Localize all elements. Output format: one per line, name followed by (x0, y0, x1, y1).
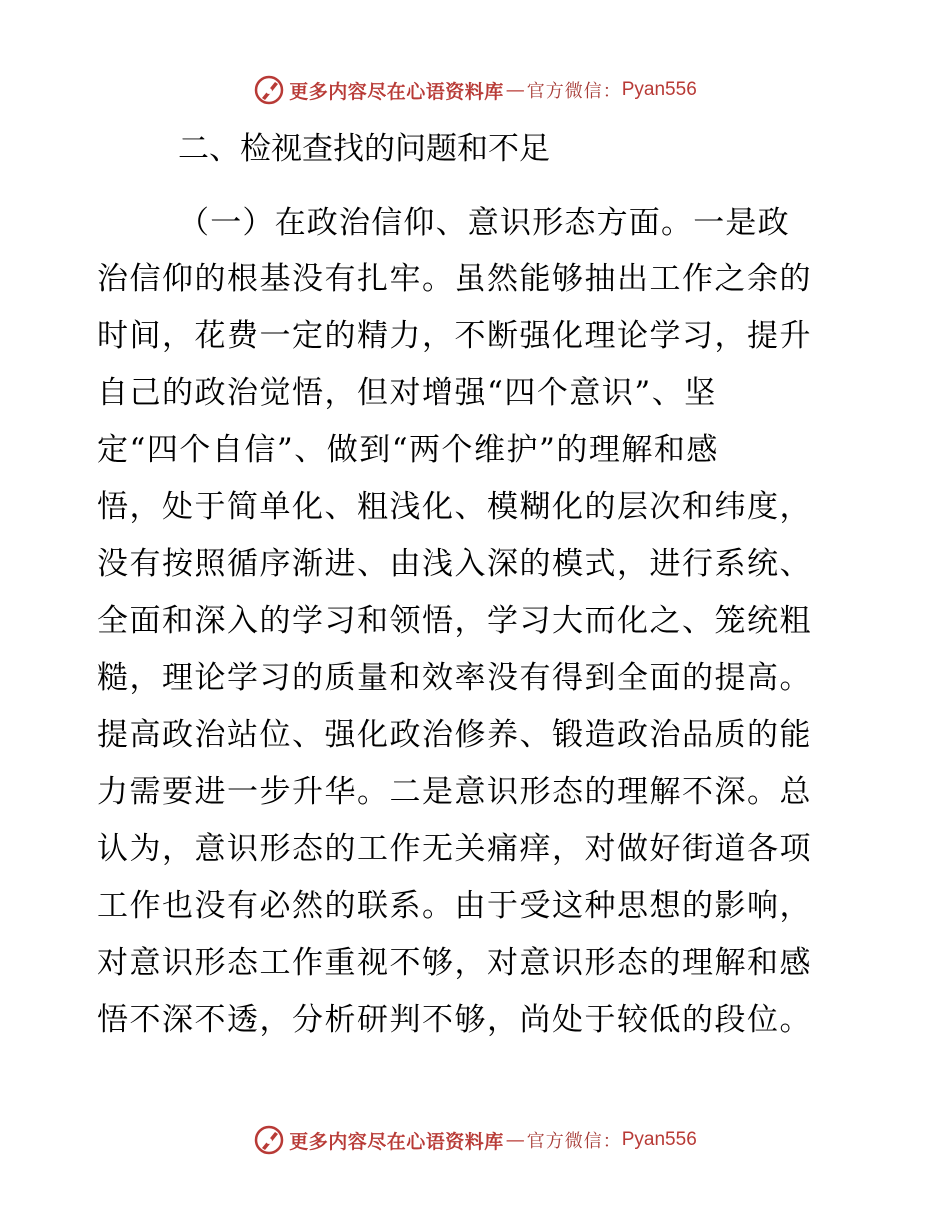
body-line: 糙，理论学习的质量和效率没有得到全面的提高。 (97, 660, 812, 696)
banner-wechat-label: 官方微信： (526, 81, 622, 102)
banner-dash: — (505, 1129, 525, 1151)
body-line: 没有按照循序渐进、由浅入深的模式，进行系统、 (97, 546, 812, 582)
footer-banner (0, 1120, 950, 1160)
body-line: 自己的政治觉悟，但对增强“四个意识”、坚 (97, 375, 717, 411)
body-line: 对意识形态工作重视不够，对意识形态的理解和感 (97, 945, 812, 981)
body-line: 定“四个自信”、做到“两个维护”的理解和感 (97, 432, 719, 468)
body-line: 认为，意识形态的工作无关痛痒，对做好街道各项 (97, 831, 812, 867)
banner-title: 更多内容尽在心语资料库 (289, 80, 504, 103)
body-line: 悟，处于简单化、粗浅化、模糊化的层次和纬度， (97, 489, 812, 525)
body-line: 工作也没有必然的联系。由于受这种思想的影响， (97, 888, 812, 924)
banner-wechat-id: Pyan556 (621, 79, 697, 100)
body-line: 治信仰的根基没有扎牢。虽然能够抽出工作之余的 (97, 261, 812, 297)
banner-wechat-id: Pyan556 (621, 1129, 697, 1150)
body-line: （一）在政治信仰、意识形态方面。一是政 (178, 205, 790, 241)
body-line: 提高政治站位、强化政治修养、锻造政治品质的能 (97, 717, 812, 753)
body-line: 悟不深不透，分析研判不够，尚处于较低的段位。 (97, 1002, 812, 1038)
banner-dash: — (505, 79, 525, 101)
banner-title: 更多内容尽在心语资料库 (289, 1130, 504, 1153)
quill-logo-icon (253, 1124, 285, 1156)
quill-logo-icon (253, 74, 285, 106)
header-banner (0, 70, 950, 110)
body-line: 时间，花费一定的精力，不断强化理论学习，提升 (97, 318, 812, 354)
banner-wechat-label: 官方微信： (526, 1131, 622, 1152)
body-line: 力需要进一步升华。二是意识形态的理解不深。总 (97, 774, 812, 810)
body-line: 全面和深入的学习和领悟，学习大而化之、笼统粗 (97, 603, 812, 639)
section-heading: 二、检视查找的问题和不足 (178, 131, 550, 167)
